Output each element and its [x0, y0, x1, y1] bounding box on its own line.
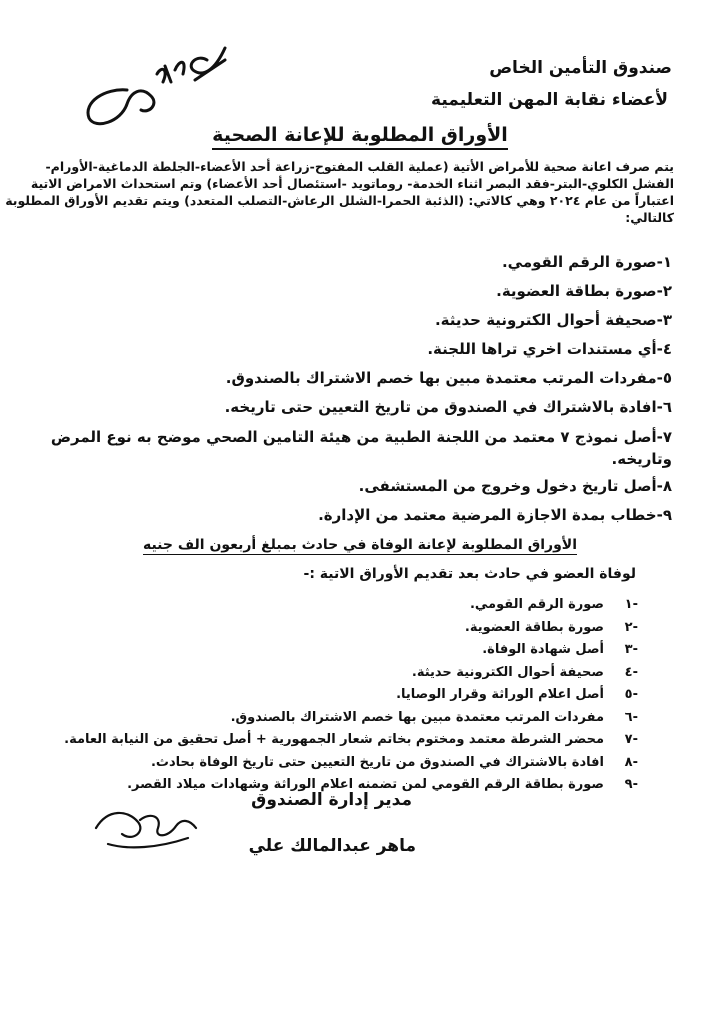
item-text: مفردات المرتب معتمدة مبين بها خصم الاشتراك بالصندوق.	[230, 709, 604, 725]
intro-line: كالتالي:	[625, 210, 674, 225]
list-item	[38, 639, 638, 662]
item-text: افادة بالاشتراك في الصندوق من تاريخ التعيين حتى تاريخ الوفاة بحادث.	[150, 754, 604, 770]
health-section-title: الأوراق المطلوبة للإعانة الصحية	[212, 124, 508, 150]
item-number: -٨	[624, 754, 638, 770]
list-item	[38, 752, 638, 775]
list-item	[38, 617, 638, 640]
item-number: -٤	[624, 664, 638, 680]
item-text: صورة بطاقة العضوية.	[464, 619, 604, 635]
list-item: ٤-أي مستندات اخري تراها اللجنة.	[427, 340, 672, 358]
item-text: صحيفة أحوال الكترونية حديثة.	[411, 664, 604, 680]
intro-line: الفشل الكلوي-البتر-فقد البصر اثناء الخدمة- روماتويد -استئصال أحد الأعضاء) وتم استحداث الامراض الاتية	[30, 176, 674, 191]
item-text: أصل اعلام الوراثة وقرار الوصايا.	[396, 687, 604, 702]
intro-line: اعتباراً من عام ٢٠٢٤ وهي كالاتي: (الذئبة الحمرا-الشلل الرعاش-التصلب المتعدد) ويتم تقديم الأوراق المطلوبة	[5, 193, 674, 208]
death-section-subtitle: لوفاة العضو في حادث بعد تقديم الأوراق الاتية :-	[303, 566, 636, 582]
handwritten-signature-top	[75, 30, 245, 130]
fund-name: صندوق التأمين الخاص	[489, 58, 672, 78]
list-item: ٥-مفردات المرتب معتمدة مبين بها خصم الاشتراك بالصندوق.	[225, 369, 672, 387]
list-item	[38, 594, 638, 617]
item-number: -٢	[624, 619, 638, 635]
item-number: -١	[624, 597, 638, 612]
health-intro	[5, 158, 674, 226]
death-section-title: الأوراق المطلوبة لإعانة الوفاة في حادث بمبلغ أربعون الف جنيه	[142, 537, 578, 553]
item-number: -٩	[624, 777, 638, 792]
list-item: ٦-افادة بالاشتراك في الصندوق من تاريخ التعيين حتى تاريخه.	[224, 398, 672, 416]
item-number: -٧	[624, 732, 638, 747]
death-section-title-wrap	[0, 534, 720, 553]
intro-line: يتم صرف اعانة صحية للأمراض الأتية (عملية القلب المفتوح-زراعة أحد الأعضاء-الجلطة الدماغية-الأورام-	[45, 159, 674, 174]
item-number: -٥	[624, 687, 638, 702]
item-text: محضر الشرطة معتمد ومختوم بخاتم شعار الجمهورية + أصل تحقيق من النيابة العامة.	[64, 732, 604, 747]
list-item	[38, 684, 638, 707]
death-documents-list	[38, 594, 638, 797]
list-item	[38, 729, 638, 752]
list-item: ٣-صحيفة أحوال الكترونية حديثة.	[434, 311, 672, 329]
item-number: -٦	[624, 709, 638, 725]
list-item	[38, 662, 638, 685]
list-item: ٧-أصل نموذج ٧ معتمد من اللجنة الطبية من هيئة التامين الصحي موضح به نوع المرض وتاريخه.	[50, 428, 672, 468]
manager-name: ماهر عبدالمالك علي	[248, 836, 416, 856]
item-text: صورة بطاقة الرقم القومي لمن تضمنه اعلام الوراثة وشهادات ميلاد القصر.	[127, 777, 604, 792]
health-section-title-wrap	[0, 124, 720, 146]
list-item: ٨-أصل تاريخ دخول وخروج من المستشفى.	[358, 477, 672, 495]
item-number: -٣	[624, 642, 638, 657]
manager-title: مدير إدارة الصندوق	[251, 790, 412, 810]
list-item	[38, 707, 638, 730]
item-text: أصل شهادة الوفاة.	[482, 642, 604, 657]
list-item: ٢-صورة بطاقة العضوية.	[496, 282, 672, 300]
list-item: ٩-خطاب بمدة الاجازة المرضية معتمد من الإدارة.	[318, 506, 672, 524]
health-documents-list	[36, 248, 672, 530]
item-text: صورة الرقم القومي.	[469, 597, 604, 612]
list-item: ١-صورة الرقم القومي.	[501, 253, 672, 271]
syndicate-name: لأعضاء نقابة المهن التعليمية	[431, 90, 668, 110]
